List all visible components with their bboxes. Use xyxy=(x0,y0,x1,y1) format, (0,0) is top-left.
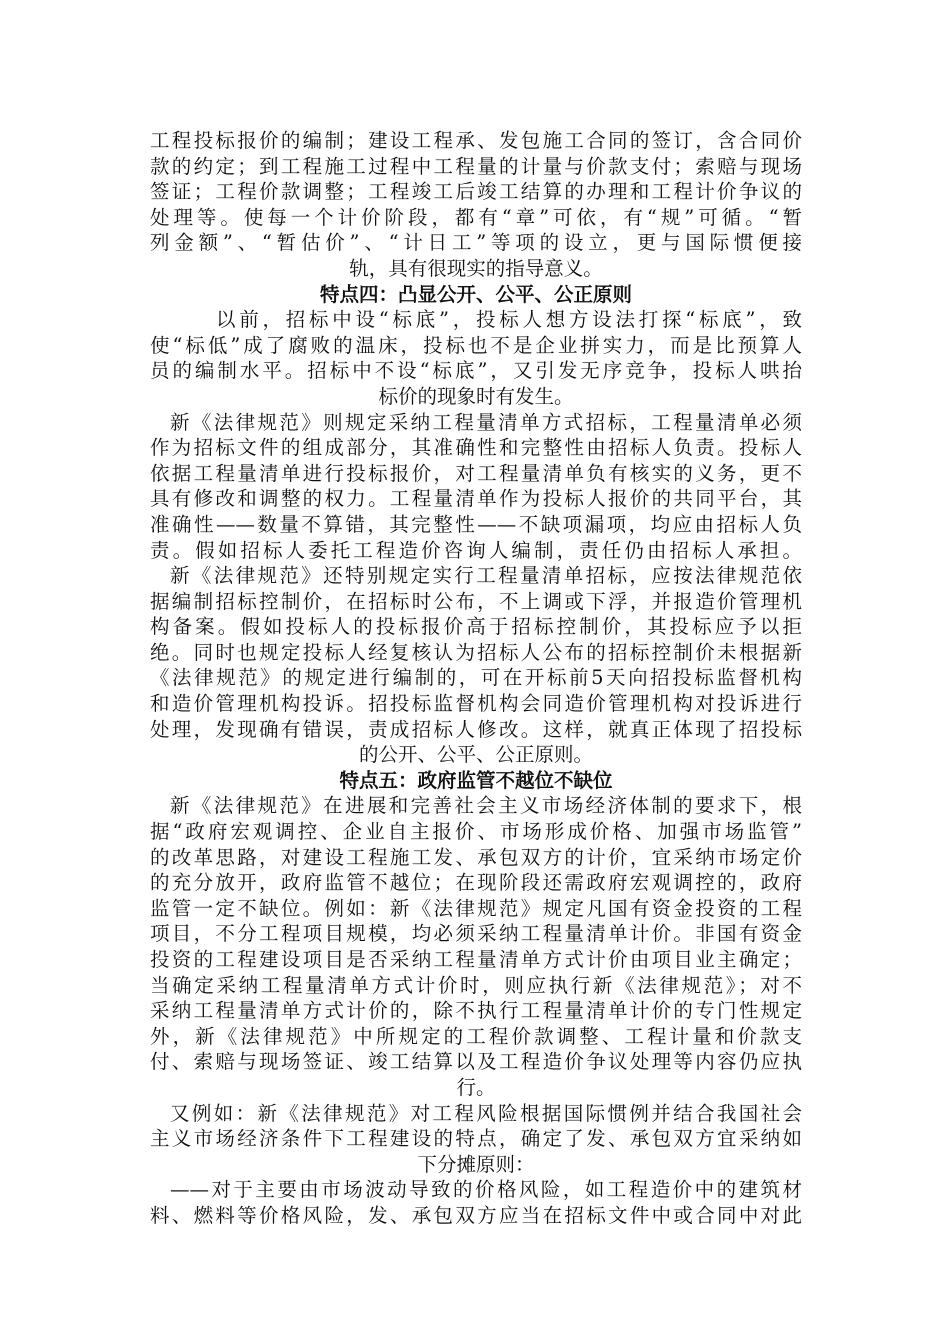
text-line: 款的约定；到工程施工过程中工程量的计量与价款支付；索赔与现场 xyxy=(150,154,802,178)
text-line: 签证；工程价款调整；工程竣工后竣工结算的办理和工程计价争议的 xyxy=(150,180,802,204)
text-line: 员的编制水平。招标中不设“标底”，又引发无序竞争，投标人哄抬 xyxy=(150,359,802,383)
text-line: 采纳工程量清单方式计价的，除不执行工程量清单计价的专门性规定 xyxy=(150,999,802,1023)
text-line: 付、索赔与现场签证、竣工结算以及工程造价争议处理等内容仍应执 xyxy=(150,1050,802,1074)
text-line: 具有修改和调整的权力。工程量清单作为投标人报价的共同平台，其 xyxy=(150,487,802,511)
text-line: 外，新《法律规范》中所规定的工程价款调整、工程计量和价款支 xyxy=(150,1024,802,1048)
text-line: 料、燃料等价格风险，发、承包双方应当在招标文件中或合同中对此 xyxy=(150,1203,802,1227)
text-line: 新《法律规范》还特别规定实行工程量清单招标，应按法律规范依 xyxy=(170,564,802,588)
text-line: 据“政府宏观调控、企业自主报价、市场形成价格、加强市场监管” xyxy=(150,820,802,844)
text-line: 下分摊原则： xyxy=(417,1152,535,1176)
text-line: 处理，发现确有错误，责成招标人修改。这样，就真正体现了招投标 xyxy=(150,717,802,741)
text-line: 准确性——数量不算错，其完整性——不缺项漏项，均应由招标人负 xyxy=(150,512,802,536)
text-line: 责。假如招标人委托工程造价咨询人编制，责任仍由招标人承担。 xyxy=(150,538,802,562)
text-line: 投资的工程建设项目是否采纳工程量清单方式计价由项目业主确定； xyxy=(150,948,802,971)
text-line: 绝。同时也规定投标人经复核认为招标人公布的招标控制价未根据新 xyxy=(150,640,802,664)
text-line: 行。 xyxy=(456,1075,496,1099)
text-line: 轨，具有很现实的指导意义。 xyxy=(349,256,603,280)
text-line: 主义市场经济条件下工程建设的特点，确定了发、承包双方宜采纳如 xyxy=(150,1127,802,1151)
text-line: 处理等。使每一个计价阶段，都有“章”可依，有“规”可循。“暂 xyxy=(150,205,802,229)
text-line: 使“标低”成了腐败的温床，投标也不是企业拼实力，而是比预算人 xyxy=(150,333,802,357)
text-line: 工程投标报价的编制；建设工程承、发包施工合同的签订，含合同价 xyxy=(150,129,802,152)
text-line: 新《法律规范》在进展和完善社会主义市场经济体制的要求下，根 xyxy=(170,794,802,818)
text-line: 项目，不分工程项目规模，均必须采纳工程量清单计价。非国有资金 xyxy=(150,922,802,946)
text-line: 依据工程量清单进行投标报价，对工程量清单负有核实的义务，更不 xyxy=(150,461,802,485)
text-line: 的公开、公平、公正原则。 xyxy=(358,743,593,767)
text-line: 监管一定不缺位。例如：新《法律规范》规定凡国有资金投资的工程 xyxy=(150,896,802,920)
section-heading-4: 特点四：凸显公开、公平、公正原则 xyxy=(319,282,632,306)
text-line: 《法律规范》的规定进行编制的，可在开标前5天向招投标监督机构 xyxy=(150,666,802,690)
text-line: ——对于主要由市场波动导致的价格风险，如工程造价中的建筑材 xyxy=(170,1178,802,1202)
text-line: 和造价管理机构投诉。招投标监督机构会同造价管理机构对投诉进行 xyxy=(150,692,802,716)
text-line: 当确定采纳工程量清单方式计价时，则应执行新《法律规范》；对不 xyxy=(150,973,802,997)
text-line: 以前，招标中设“标底”，投标人想方设法打探“标底”，致 xyxy=(216,308,802,332)
text-line: 列金额”、“暂估价”、“计日工”等项的设立，更与国际惯便接 xyxy=(150,231,802,255)
text-line: 的改革思路，对建设工程施工发、承包双方的计价，宜采纳市场定价 xyxy=(150,845,802,869)
text-line: 新《法律规范》则规定采纳工程量清单方式招标，工程量清单必须 xyxy=(170,410,802,434)
text-line: 标价的现象时有发生。 xyxy=(378,384,574,408)
text-line: 的充分放开，政府监管不越位；在现阶段还需政府宏观调控的，政府 xyxy=(150,871,802,895)
text-line: 据编制招标控制价，在招标时公布，不上调或下浮，并报造价管理机 xyxy=(150,589,802,613)
text-line: 构备案。假如投标人的投标报价高于招标控制价，其投标应予以拒 xyxy=(150,615,802,639)
text-line: 作为招标文件的组成部分，其准确性和完整性由招标人负责。投标人 xyxy=(150,436,802,460)
document-page xyxy=(150,128,802,1229)
section-heading-5: 特点五：政府监管不越位不缺位 xyxy=(339,768,613,792)
text-line: 又例如：新《法律规范》对工程风险根据国际惯例并结合我国社会 xyxy=(170,1101,802,1125)
